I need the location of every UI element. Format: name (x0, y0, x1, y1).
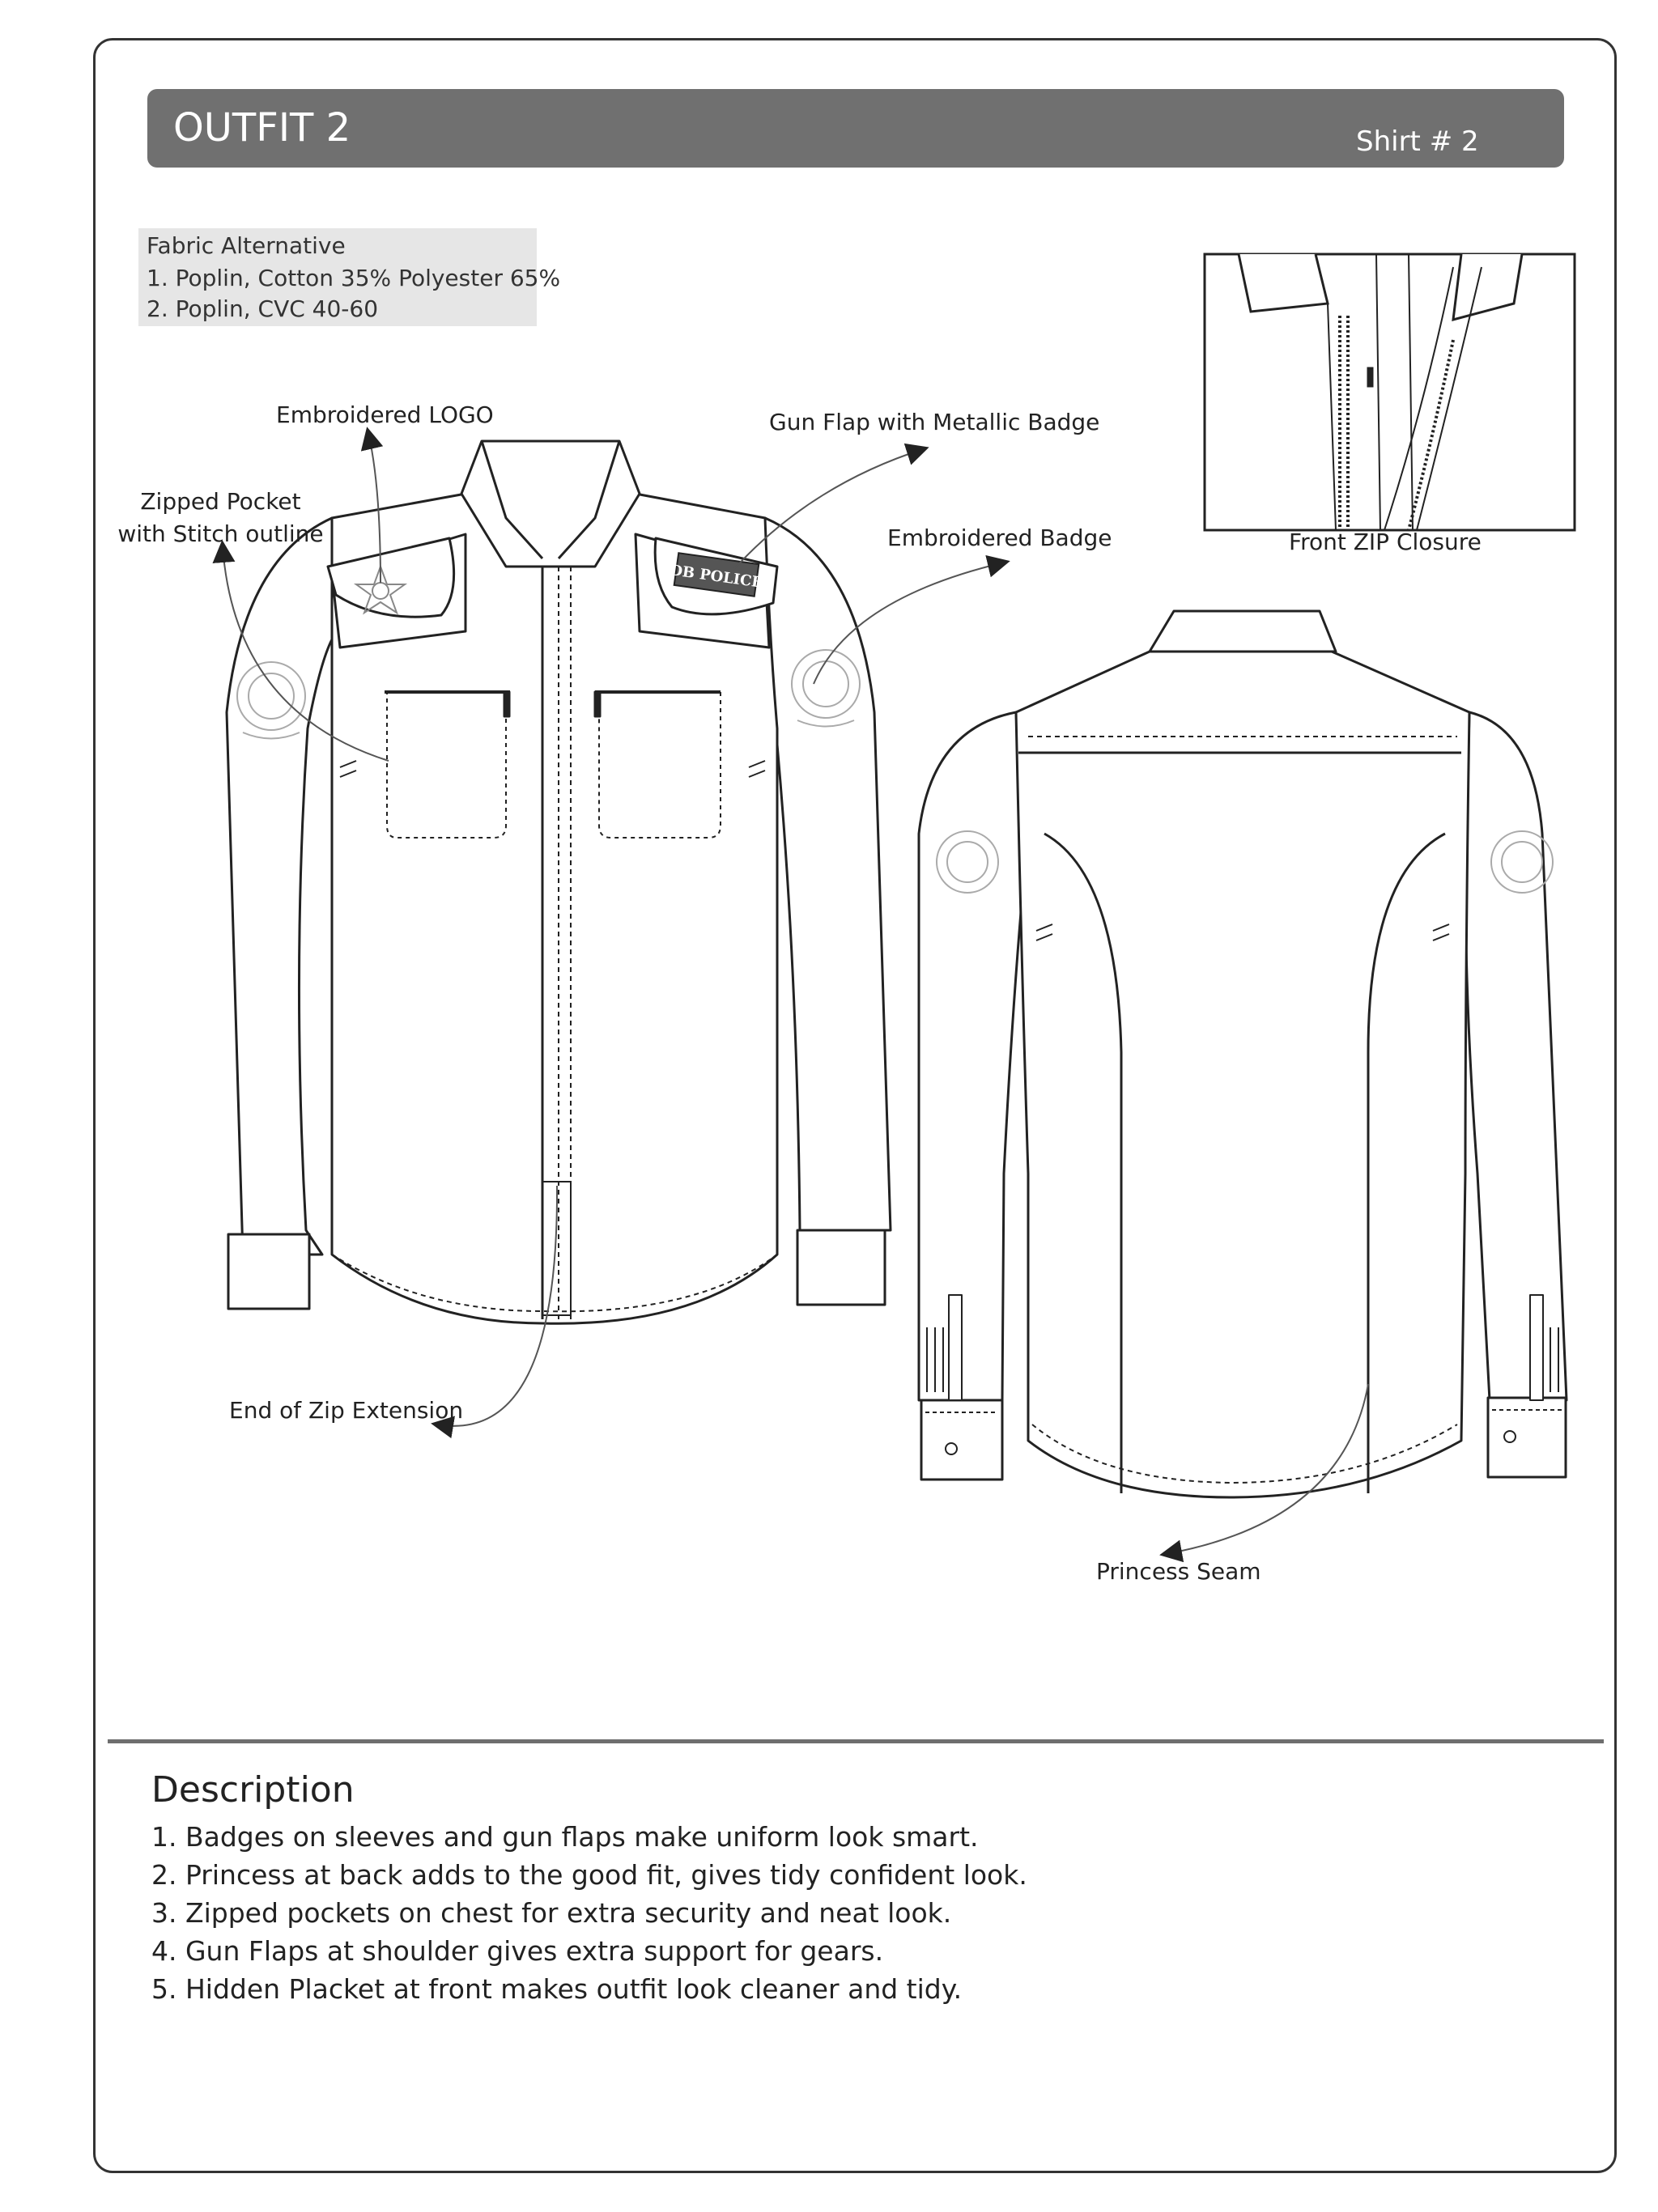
callout-gun-flap: Gun Flap with Metallic Badge (769, 409, 1100, 435)
back-body (1016, 652, 1469, 1497)
callout-embroidered-badge: Embroidered Badge (887, 524, 1112, 551)
front-right-sleeve (765, 518, 891, 1230)
fabric-option-2: 2. Poplin, CVC 40-60 (147, 295, 379, 322)
description-title: Description (151, 1769, 355, 1811)
fabric-heading: Fabric Alternative (147, 232, 346, 259)
back-shirt (919, 611, 1567, 1497)
callout-end-of-zip: End of Zip Extension (229, 1397, 464, 1424)
callout-embroidered-logo: Embroidered LOGO (276, 401, 494, 428)
description-item-4: 4. Gun Flaps at shoulder gives extra support for gears. (151, 1935, 884, 1967)
callout-zipped-pocket-line2: with Stitch outline (117, 520, 324, 547)
description-item-1: 1. Badges on sleeves and gun flaps make uniform look smart. (151, 1821, 979, 1853)
front-shirt (227, 441, 891, 1323)
front-left-cuff (228, 1234, 309, 1309)
description-item-2: 2. Princess at back adds to the good fit, gives tidy confident look. (151, 1859, 1027, 1891)
callout-zipped-pocket-line1: Zipped Pocket (140, 488, 301, 515)
front-left-sleeve (227, 518, 332, 1255)
fabric-option-1: 1. Poplin, Cotton 35% Polyester 65% (147, 265, 561, 291)
section-divider (108, 1739, 1604, 1743)
back-collar (1150, 611, 1336, 652)
back-left-sleeve (919, 712, 1024, 1400)
page-title: OUTFIT 2 (173, 105, 351, 151)
metallic-badge-text: DB POLICE (669, 562, 764, 592)
front-zip-detail (1205, 254, 1575, 530)
description-item-5: 5. Hidden Placket at front makes outfit look cleaner and tidy. (151, 1973, 963, 2005)
description-item-3: 3. Zipped pockets on chest for extra security and neat look. (151, 1897, 952, 1929)
callout-princess-seam: Princess Seam (1096, 1558, 1261, 1585)
callout-front-zip: Front ZIP Closure (1289, 529, 1482, 555)
back-right-sleeve (1465, 712, 1567, 1400)
front-right-cuff (797, 1230, 885, 1305)
page-subtitle: Shirt # 2 (1356, 125, 1479, 158)
